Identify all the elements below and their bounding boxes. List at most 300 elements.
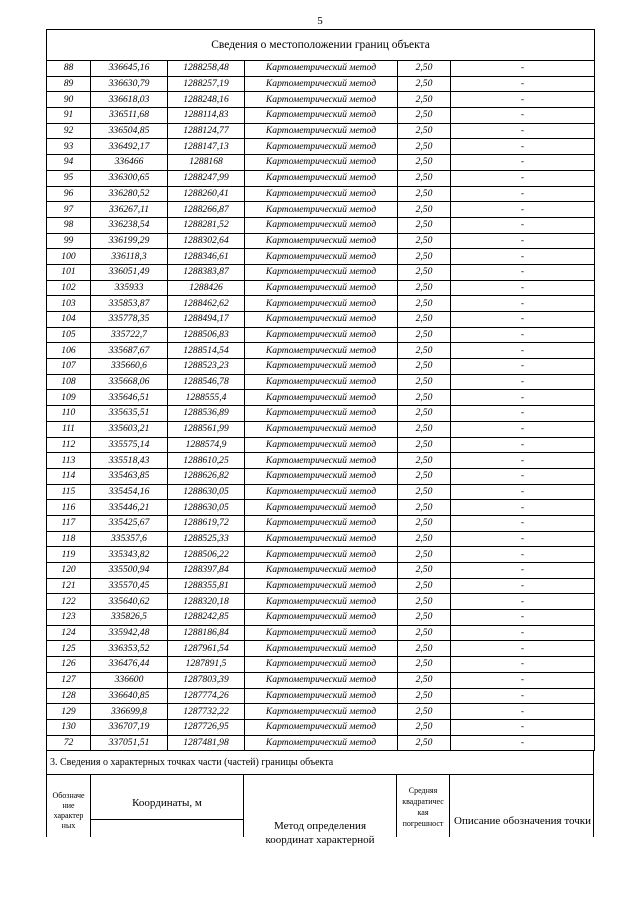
method-cell: Картометрический метод — [245, 531, 398, 547]
y-coordinate-cell: 1288561,99 — [168, 421, 245, 437]
point-id-cell: 72 — [47, 735, 91, 751]
table-row — [47, 155, 595, 171]
accuracy-cell: 2,50 — [398, 672, 451, 688]
x-coordinate-cell: 335425,67 — [91, 515, 168, 531]
point-id-cell: 89 — [47, 76, 91, 92]
method-cell: Картометрический метод — [245, 343, 398, 359]
point-id-cell: 99 — [47, 233, 91, 249]
point-id-cell: 93 — [47, 139, 91, 155]
description-header: Описание обозначения точки — [454, 815, 591, 828]
method-cell: Картометрический метод — [245, 92, 398, 108]
accuracy-cell: 2,50 — [398, 312, 451, 328]
table-row — [47, 594, 595, 610]
x-coordinate-cell: 336640,85 — [91, 688, 168, 704]
table-row — [47, 735, 595, 751]
table-row — [47, 76, 595, 92]
accuracy-cell: 2,50 — [398, 327, 451, 343]
accuracy-cell: 2,50 — [398, 610, 451, 626]
y-coordinate-cell: 1288574,9 — [168, 437, 245, 453]
method-cell: Картометрический метод — [245, 563, 398, 579]
x-coordinate-cell: 337051,51 — [91, 735, 168, 751]
description-cell: - — [451, 719, 595, 735]
accuracy-cell: 2,50 — [398, 296, 451, 312]
table-row — [47, 657, 595, 673]
description-cell: - — [451, 453, 595, 469]
x-coordinate-cell: 336476,44 — [91, 657, 168, 673]
y-coordinate-cell: 1288248,16 — [168, 92, 245, 108]
x-coordinate-cell: 335668,06 — [91, 374, 168, 390]
y-coordinate-cell: 1288257,19 — [168, 76, 245, 92]
point-id-header: Обозначе ние характер ных — [52, 791, 85, 831]
y-coordinate-cell: 1288506,83 — [168, 327, 245, 343]
y-coordinate-cell: 1288124,77 — [168, 123, 245, 139]
x-coordinate-cell: 335454,16 — [91, 484, 168, 500]
point-id-cell: 103 — [47, 296, 91, 312]
description-cell: - — [451, 657, 595, 673]
point-id-cell: 120 — [47, 563, 91, 579]
method-cell: Картометрический метод — [245, 625, 398, 641]
description-cell: - — [451, 531, 595, 547]
point-id-cell: 125 — [47, 641, 91, 657]
table-row — [47, 672, 595, 688]
table-row — [47, 374, 595, 390]
accuracy-cell: 2,50 — [398, 625, 451, 641]
point-id-cell: 104 — [47, 312, 91, 328]
table-row — [47, 610, 595, 626]
accuracy-cell: 2,50 — [398, 594, 451, 610]
point-id-cell: 128 — [47, 688, 91, 704]
table-row — [47, 170, 595, 186]
method-cell: Картометрический метод — [245, 264, 398, 280]
y-coordinate-cell: 1288610,25 — [168, 453, 245, 469]
accuracy-cell: 2,50 — [398, 249, 451, 265]
description-cell: - — [451, 625, 595, 641]
description-cell: - — [451, 688, 595, 704]
table-row — [47, 390, 595, 406]
description-cell: - — [451, 672, 595, 688]
x-coordinate-cell: 335518,43 — [91, 453, 168, 469]
x-coordinate-cell: 336630,79 — [91, 76, 168, 92]
table-row — [47, 406, 595, 422]
point-id-cell: 109 — [47, 390, 91, 406]
table-row — [47, 312, 595, 328]
x-coordinate-cell: 335722,7 — [91, 327, 168, 343]
method-cell: Картометрический метод — [245, 76, 398, 92]
x-coordinate-cell: 335343,82 — [91, 547, 168, 563]
description-cell: - — [451, 312, 595, 328]
x-coordinate-cell: 336511,68 — [91, 108, 168, 124]
y-coordinate-cell: 1288555,4 — [168, 390, 245, 406]
table-row — [47, 249, 595, 265]
table-row — [47, 92, 595, 108]
table-row — [47, 563, 595, 579]
x-coordinate-cell: 335942,48 — [91, 625, 168, 641]
y-coordinate-cell: 1288426 — [168, 280, 245, 296]
point-id-cell: 110 — [47, 406, 91, 422]
method-cell: Картометрический метод — [245, 123, 398, 139]
y-coordinate-cell: 1288630,05 — [168, 484, 245, 500]
x-coordinate-cell: 335660,6 — [91, 359, 168, 375]
accuracy-cell: 2,50 — [398, 421, 451, 437]
description-cell: - — [451, 704, 595, 720]
x-coordinate-cell: 335357,6 — [91, 531, 168, 547]
point-id-cell: 115 — [47, 484, 91, 500]
method-cell: Картометрический метод — [245, 327, 398, 343]
table-row — [47, 264, 595, 280]
section3-title: 3. Сведения о характерных точках части (частей) границы объекта — [46, 751, 594, 775]
point-id-cell: 112 — [47, 437, 91, 453]
method-cell: Картометрический метод — [245, 249, 398, 265]
point-id-cell: 114 — [47, 468, 91, 484]
point-id-cell: 117 — [47, 515, 91, 531]
table-row — [47, 327, 595, 343]
table-row — [47, 531, 595, 547]
y-coordinate-cell: 1288168 — [168, 155, 245, 171]
table-row — [47, 468, 595, 484]
accuracy-cell: 2,50 — [398, 437, 451, 453]
x-coordinate-cell: 336353,52 — [91, 641, 168, 657]
y-coordinate-cell: 1288114,83 — [168, 108, 245, 124]
description-cell: - — [451, 563, 595, 579]
point-id-cell: 130 — [47, 719, 91, 735]
accuracy-cell: 2,50 — [398, 563, 451, 579]
table-row — [47, 641, 595, 657]
method-cell: Картометрический метод — [245, 421, 398, 437]
description-cell: - — [451, 296, 595, 312]
description-cell: - — [451, 390, 595, 406]
x-coordinate-cell: 336199,29 — [91, 233, 168, 249]
y-coordinate-cell: 1288514,54 — [168, 343, 245, 359]
table-row — [47, 217, 595, 233]
boundary-sheet — [46, 29, 594, 847]
table-row — [47, 547, 595, 563]
description-cell: - — [451, 484, 595, 500]
method-cell: Картометрический метод — [245, 547, 398, 563]
description-cell: - — [451, 327, 595, 343]
method-cell: Картометрический метод — [245, 515, 398, 531]
description-cell: - — [451, 123, 595, 139]
accuracy-cell: 2,50 — [398, 280, 451, 296]
x-coordinate-cell: 336645,16 — [91, 61, 168, 77]
method-cell: Картометрический метод — [245, 155, 398, 171]
method-cell: Картометрический метод — [245, 437, 398, 453]
method-cell: Картометрический метод — [245, 641, 398, 657]
table-row — [47, 437, 595, 453]
method-cell: Картометрический метод — [245, 359, 398, 375]
method-header: Метод определения координат характерной — [265, 820, 375, 847]
x-coordinate-cell: 336267,11 — [91, 202, 168, 218]
x-coordinate-cell: 336618,03 — [91, 92, 168, 108]
x-coordinate-cell: 336699,8 — [91, 704, 168, 720]
description-cell: - — [451, 186, 595, 202]
point-id-cell: 100 — [47, 249, 91, 265]
point-id-cell: 90 — [47, 92, 91, 108]
accuracy-cell: 2,50 — [398, 155, 451, 171]
description-cell: - — [451, 547, 595, 563]
x-coordinate-cell: 335640,62 — [91, 594, 168, 610]
table-row — [47, 296, 595, 312]
table-row — [47, 421, 595, 437]
accuracy-cell: 2,50 — [398, 186, 451, 202]
x-coordinate-cell: 335646,51 — [91, 390, 168, 406]
accuracy-cell: 2,50 — [398, 217, 451, 233]
y-coordinate-cell: 1287481,98 — [168, 735, 245, 751]
y-coordinate-cell: 1288536,89 — [168, 406, 245, 422]
method-cell: Картометрический метод — [245, 704, 398, 720]
table-row — [47, 343, 595, 359]
description-cell: - — [451, 202, 595, 218]
accuracy-cell: 2,50 — [398, 123, 451, 139]
y-coordinate-cell: 1288626,82 — [168, 468, 245, 484]
x-coordinate-cell: 335575,14 — [91, 437, 168, 453]
method-cell: Картометрический метод — [245, 374, 398, 390]
y-coordinate-cell: 1288525,33 — [168, 531, 245, 547]
x-coordinate-cell: 336466 — [91, 155, 168, 171]
accuracy-cell: 2,50 — [398, 390, 451, 406]
y-coordinate-cell: 1288619,72 — [168, 515, 245, 531]
method-cell: Картометрический метод — [245, 594, 398, 610]
description-cell: - — [451, 641, 595, 657]
description-cell: - — [451, 500, 595, 516]
point-id-cell: 98 — [47, 217, 91, 233]
table-row — [47, 280, 595, 296]
method-cell: Картометрический метод — [245, 719, 398, 735]
description-cell: - — [451, 76, 595, 92]
y-coordinate-cell: 1288281,52 — [168, 217, 245, 233]
accuracy-cell: 2,50 — [398, 108, 451, 124]
description-cell: - — [451, 139, 595, 155]
method-cell: Картометрический метод — [245, 233, 398, 249]
table-row — [47, 61, 595, 77]
y-coordinate-cell: 1287891,5 — [168, 657, 245, 673]
x-coordinate-cell: 335570,45 — [91, 578, 168, 594]
point-id-cell: 96 — [47, 186, 91, 202]
description-cell: - — [451, 61, 595, 77]
y-coordinate-cell: 1288258,48 — [168, 61, 245, 77]
x-coordinate-cell: 335500,94 — [91, 563, 168, 579]
accuracy-cell: 2,50 — [398, 531, 451, 547]
y-coordinate-cell: 1288630,05 — [168, 500, 245, 516]
boundary-points-table — [46, 29, 595, 751]
point-id-cell: 123 — [47, 610, 91, 626]
x-coordinate-cell: 336492,17 — [91, 139, 168, 155]
point-id-cell: 105 — [47, 327, 91, 343]
table-row — [47, 359, 595, 375]
section-title: Сведения о местоположении границ объекта — [47, 30, 595, 61]
y-coordinate-cell: 1288247,99 — [168, 170, 245, 186]
y-coordinate-cell: 1288302,64 — [168, 233, 245, 249]
accuracy-cell: 2,50 — [398, 406, 451, 422]
description-cell: - — [451, 515, 595, 531]
point-id-cell: 119 — [47, 547, 91, 563]
method-cell: Картометрический метод — [245, 688, 398, 704]
section3-table-header — [46, 775, 594, 847]
x-coordinate-cell: 335853,87 — [91, 296, 168, 312]
x-coordinate-cell: 336300,65 — [91, 170, 168, 186]
table-row — [47, 500, 595, 516]
accuracy-cell: 2,50 — [398, 264, 451, 280]
accuracy-cell: 2,50 — [398, 641, 451, 657]
y-coordinate-cell: 1288383,87 — [168, 264, 245, 280]
x-coordinate-cell: 335933 — [91, 280, 168, 296]
x-coordinate-cell: 336051,49 — [91, 264, 168, 280]
accuracy-cell: 2,50 — [398, 719, 451, 735]
method-cell: Картометрический метод — [245, 296, 398, 312]
description-cell: - — [451, 280, 595, 296]
y-coordinate-cell: 1288147,13 — [168, 139, 245, 155]
description-cell: - — [451, 155, 595, 171]
page-number: 5 — [317, 15, 323, 27]
point-id-cell: 118 — [47, 531, 91, 547]
x-coordinate-cell: 335826,5 — [91, 610, 168, 626]
y-coordinate-cell: 1288506,22 — [168, 547, 245, 563]
point-id-cell: 106 — [47, 343, 91, 359]
table-row — [47, 704, 595, 720]
description-cell: - — [451, 610, 595, 626]
y-coordinate-cell: 1288462,62 — [168, 296, 245, 312]
point-id-cell: 116 — [47, 500, 91, 516]
y-coordinate-cell: 1287774,26 — [168, 688, 245, 704]
y-coordinate-cell: 1287803,39 — [168, 672, 245, 688]
accuracy-cell: 2,50 — [398, 468, 451, 484]
y-coordinate-cell: 1288355,81 — [168, 578, 245, 594]
description-cell: - — [451, 233, 595, 249]
point-id-cell: 113 — [47, 453, 91, 469]
table-row — [47, 186, 595, 202]
description-cell: - — [451, 374, 595, 390]
method-cell: Картометрический метод — [245, 312, 398, 328]
method-cell: Картометрический метод — [245, 108, 398, 124]
description-cell: - — [451, 421, 595, 437]
point-id-cell: 102 — [47, 280, 91, 296]
method-cell: Картометрический метод — [245, 610, 398, 626]
y-coordinate-cell: 1288266,87 — [168, 202, 245, 218]
point-id-cell: 95 — [47, 170, 91, 186]
point-id-cell: 101 — [47, 264, 91, 280]
point-id-cell: 108 — [47, 374, 91, 390]
y-coordinate-cell: 1288494,17 — [168, 312, 245, 328]
coordinates-header: Координаты, м — [132, 797, 202, 810]
description-cell: - — [451, 735, 595, 751]
table-row — [47, 719, 595, 735]
point-id-cell: 129 — [47, 704, 91, 720]
accuracy-cell: 2,50 — [398, 233, 451, 249]
description-cell: - — [451, 437, 595, 453]
method-cell: Картометрический метод — [245, 484, 398, 500]
point-id-cell: 92 — [47, 123, 91, 139]
method-cell: Картометрический метод — [245, 735, 398, 751]
table-row — [47, 453, 595, 469]
y-coordinate-cell: 1288346,61 — [168, 249, 245, 265]
accuracy-cell: 2,50 — [398, 704, 451, 720]
method-cell: Картометрический метод — [245, 186, 398, 202]
description-cell: - — [451, 468, 595, 484]
table-row — [47, 202, 595, 218]
table-row — [47, 625, 595, 641]
accuracy-cell: 2,50 — [398, 453, 451, 469]
description-cell: - — [451, 217, 595, 233]
method-cell: Картометрический метод — [245, 406, 398, 422]
y-coordinate-cell: 1288546,78 — [168, 374, 245, 390]
method-cell: Картометрический метод — [245, 453, 398, 469]
method-cell: Картометрический метод — [245, 578, 398, 594]
y-coordinate-cell: 1288397,84 — [168, 563, 245, 579]
table-row — [47, 484, 595, 500]
y-coordinate-cell: 1288523,23 — [168, 359, 245, 375]
x-coordinate-cell: 335463,85 — [91, 468, 168, 484]
accuracy-cell: 2,50 — [398, 688, 451, 704]
table-row — [47, 233, 595, 249]
y-coordinate-cell: 1287732,22 — [168, 704, 245, 720]
method-cell: Картометрический метод — [245, 390, 398, 406]
y-coordinate-cell: 1288320,18 — [168, 594, 245, 610]
x-coordinate-cell: 335603,21 — [91, 421, 168, 437]
y-coordinate-cell: 1287961,54 — [168, 641, 245, 657]
accuracy-cell: 2,50 — [398, 76, 451, 92]
description-cell: - — [451, 343, 595, 359]
x-coordinate-cell: 336238,54 — [91, 217, 168, 233]
point-id-cell: 122 — [47, 594, 91, 610]
accuracy-cell: 2,50 — [398, 374, 451, 390]
x-coordinate-cell: 335446,21 — [91, 500, 168, 516]
accuracy-cell: 2,50 — [398, 170, 451, 186]
method-cell: Картометрический метод — [245, 202, 398, 218]
method-cell: Картометрический метод — [245, 217, 398, 233]
accuracy-cell: 2,50 — [398, 547, 451, 563]
table-row — [47, 123, 595, 139]
point-id-cell: 94 — [47, 155, 91, 171]
table-row — [47, 515, 595, 531]
point-id-cell: 97 — [47, 202, 91, 218]
description-cell: - — [451, 578, 595, 594]
description-cell: - — [451, 170, 595, 186]
table-row — [47, 688, 595, 704]
accuracy-cell: 2,50 — [398, 343, 451, 359]
x-coordinate-cell: 335635,51 — [91, 406, 168, 422]
accuracy-cell: 2,50 — [398, 657, 451, 673]
x-coordinate-cell: 335687,67 — [91, 343, 168, 359]
point-id-cell: 121 — [47, 578, 91, 594]
accuracy-cell: 2,50 — [398, 735, 451, 751]
accuracy-cell: 2,50 — [398, 359, 451, 375]
point-id-cell: 111 — [47, 421, 91, 437]
y-coordinate-cell: 1288242,85 — [168, 610, 245, 626]
y-coordinate-cell: 1288186,84 — [168, 625, 245, 641]
description-cell: - — [451, 359, 595, 375]
description-cell: - — [451, 108, 595, 124]
method-cell: Картометрический метод — [245, 139, 398, 155]
accuracy-cell: 2,50 — [398, 202, 451, 218]
accuracy-cell: 2,50 — [398, 500, 451, 516]
description-cell: - — [451, 264, 595, 280]
description-cell: - — [451, 406, 595, 422]
x-coordinate-cell: 336707,19 — [91, 719, 168, 735]
x-coordinate-cell: 336504,85 — [91, 123, 168, 139]
method-cell: Картометрический метод — [245, 657, 398, 673]
accuracy-cell: 2,50 — [398, 61, 451, 77]
accuracy-cell: 2,50 — [398, 578, 451, 594]
point-id-cell: 107 — [47, 359, 91, 375]
point-id-cell: 91 — [47, 108, 91, 124]
accuracy-cell: 2,50 — [398, 139, 451, 155]
point-id-cell: 127 — [47, 672, 91, 688]
x-coordinate-cell: 336118,3 — [91, 249, 168, 265]
table-row — [47, 108, 595, 124]
accuracy-header: Средняя квадратичес кая погрешност — [402, 786, 444, 829]
description-cell: - — [451, 92, 595, 108]
method-cell: Картометрический метод — [245, 280, 398, 296]
y-coordinate-cell: 1288260,41 — [168, 186, 245, 202]
